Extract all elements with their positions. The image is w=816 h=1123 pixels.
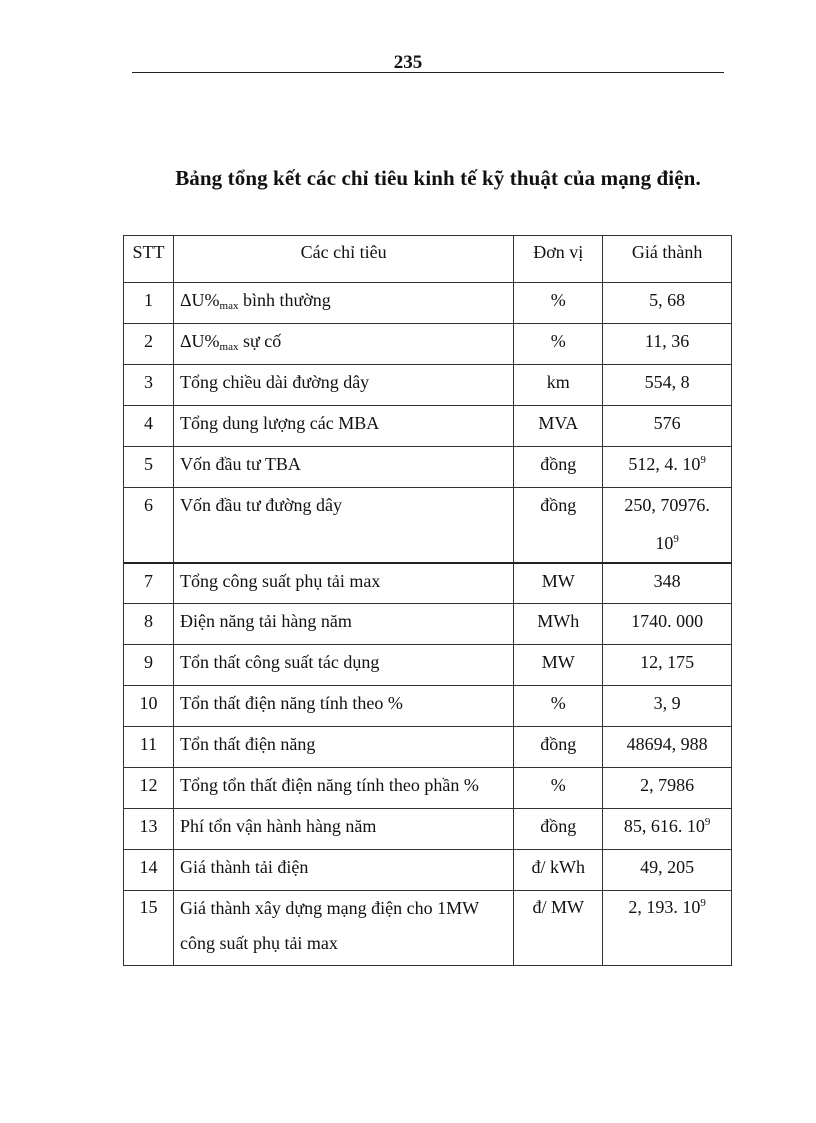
table-row: [124, 563, 732, 604]
table-row: [124, 365, 732, 406]
indicator-prefix: ΔU%: [179, 331, 220, 351]
row-unit: đ/ MW: [514, 891, 603, 966]
row-unit: đồng: [514, 727, 603, 768]
value-line-1: 250, 70976.: [624, 495, 710, 515]
row-stt: 12: [124, 768, 174, 809]
header-value: Giá thành: [603, 236, 732, 283]
indicator-subscript: max: [219, 341, 239, 353]
row-value: 348: [603, 563, 732, 604]
row-value: 48694, 988: [603, 727, 732, 768]
row-stt: 3: [124, 365, 174, 406]
row-stt: 1: [124, 283, 174, 324]
row-value: 12, 175: [603, 645, 732, 686]
row-unit: MW: [514, 645, 603, 686]
row-stt: 9: [124, 645, 174, 686]
row-indicator: Tổn thất điện năng tính theo %: [173, 686, 513, 727]
row-indicator: Giá thành tải điện: [173, 850, 513, 891]
row-stt: 8: [124, 604, 174, 645]
row-indicator: Tổng dung lượng các MBA: [173, 406, 513, 447]
indicator-line-1: Giá thành xây dựng mạng điện cho 1MW: [179, 898, 480, 918]
row-indicator: Điện năng tải hàng năm: [173, 604, 513, 645]
table-row: [124, 488, 732, 563]
header-unit: Đơn vị: [514, 236, 603, 283]
row-value: 11, 36: [603, 324, 732, 365]
row-stt: 11: [124, 727, 174, 768]
row-stt: 10: [124, 686, 174, 727]
indicator-prefix: ΔU%: [179, 290, 220, 310]
value-line-2: 10: [655, 533, 674, 553]
row-unit: đồng: [514, 447, 603, 488]
table-row: [124, 447, 732, 488]
table-row: [124, 809, 732, 850]
row-unit: MVA: [514, 406, 603, 447]
row-value: [603, 809, 732, 850]
row-unit: %: [514, 324, 603, 365]
value-exponent: 9: [700, 454, 706, 466]
summary-table: [123, 235, 732, 966]
row-value: 49, 205: [603, 850, 732, 891]
row-indicator: [173, 891, 513, 966]
row-value: [603, 891, 732, 966]
table-row: [124, 283, 732, 324]
table-row: [124, 686, 732, 727]
row-stt: 7: [124, 563, 174, 604]
value-exponent: 9: [673, 533, 679, 545]
indicator-suffix: bình thường: [238, 290, 331, 310]
row-value: 5, 68: [603, 283, 732, 324]
table-row: [124, 891, 732, 966]
table-row: [124, 645, 732, 686]
row-indicator: Vốn đầu tư TBA: [173, 447, 513, 488]
row-value: 3, 9: [603, 686, 732, 727]
row-value: [603, 447, 732, 488]
value-base: 85, 616. 10: [623, 816, 705, 836]
value-exponent: 9: [704, 816, 711, 828]
row-value: 2, 7986: [603, 768, 732, 809]
row-unit: %: [514, 686, 603, 727]
row-unit: %: [514, 283, 603, 324]
row-value: [603, 488, 732, 563]
row-unit: đồng: [514, 488, 603, 563]
row-indicator: Phí tổn vận hành hàng năm: [173, 809, 513, 850]
row-indicator: Tổng tổn thất điện năng tính theo phần %: [173, 768, 513, 809]
indicator-line-2: công suất phụ tải max: [179, 933, 338, 953]
row-unit: MW: [514, 563, 603, 604]
row-indicator: [173, 324, 513, 365]
table-row: [124, 604, 732, 645]
indicator-suffix: sự cố: [238, 331, 282, 351]
row-stt: 15: [124, 891, 174, 966]
table-row: [124, 324, 732, 365]
row-stt: 14: [124, 850, 174, 891]
row-indicator: Tổn thất công suất tác dụng: [173, 645, 513, 686]
row-stt: 5: [124, 447, 174, 488]
row-unit: đồng: [514, 809, 603, 850]
row-stt: 13: [124, 809, 174, 850]
value-base: 2, 193. 10: [628, 897, 701, 917]
value-base: 512, 4. 10: [628, 454, 701, 474]
row-indicator: Tổng công suất phụ tải max: [173, 563, 513, 604]
table-header-row: [124, 236, 732, 283]
indicator-subscript: max: [219, 300, 239, 312]
table-row: [124, 727, 732, 768]
page-number: 235: [393, 52, 423, 73]
header-indicator: Các chỉ tiêu: [173, 236, 513, 283]
row-unit: %: [514, 768, 603, 809]
row-unit: km: [514, 365, 603, 406]
table-row: [124, 850, 732, 891]
row-stt: 6: [124, 488, 174, 563]
table-title: Bảng tổng kết các chỉ tiêu kinh tế kỹ thuật của mạng điện.: [175, 166, 701, 190]
table-row: [124, 768, 732, 809]
row-stt: 2: [124, 324, 174, 365]
row-indicator: Vốn đầu tư đường dây: [173, 488, 513, 563]
row-unit: đ/ kWh: [514, 850, 603, 891]
row-value: 1740. 000: [603, 604, 732, 645]
row-value: 576: [603, 406, 732, 447]
row-stt: 4: [124, 406, 174, 447]
row-indicator: Tổn thất điện năng: [173, 727, 513, 768]
row-indicator: Tổng chiều dài đường dây: [173, 365, 513, 406]
value-exponent: 9: [700, 897, 706, 909]
table-row: [124, 406, 732, 447]
row-indicator: [173, 283, 513, 324]
header-rule: [132, 72, 724, 73]
row-value: 554, 8: [603, 365, 732, 406]
header-stt: STT: [124, 236, 174, 283]
row-unit: MWh: [514, 604, 603, 645]
